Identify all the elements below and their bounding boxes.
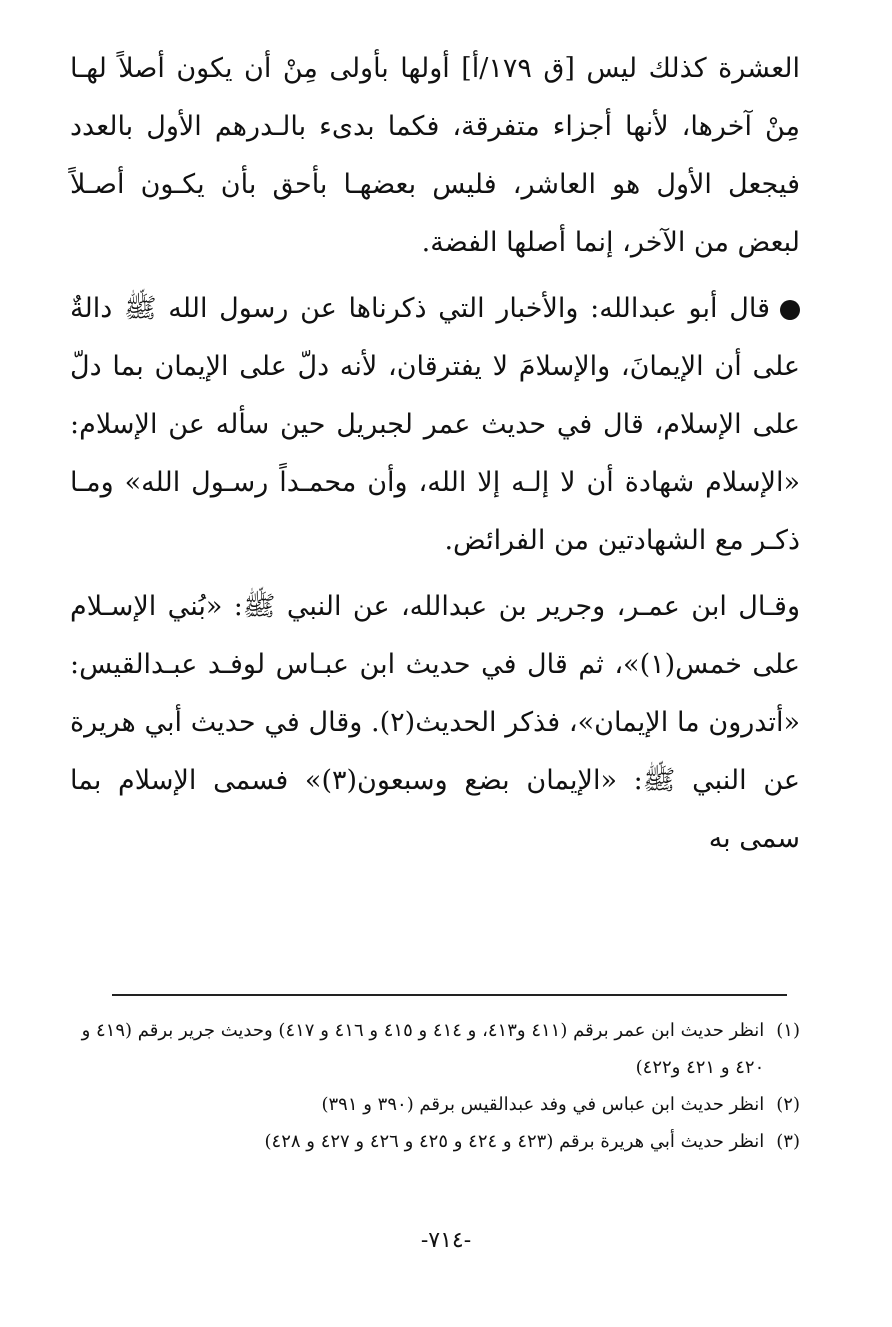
paragraph-3: وقـال ابن عمـر، وجرير بن عبدالله، عن النبي ﷺ: «بُني الإسـلام على خمس(١)»، ثم قال في حديث ابن عبـاس لوفـد عبـدالقيس: «أتدرون ما الإيمان»، فذكر الحديث(٢). وقال في حديث أبي هريرة عن النبي ﷺ: «الإيمان بضع وسبعون(٣)» فسمى الإسلام بما سمى به [70,591,801,854]
footnote-text: انظر حديث أبي هريرة برقم (٤٢٣ و ٤٢٤ و ٤٢٥ و ٤٢٦ و ٤٢٧ و ٤٢٨) [264,1131,765,1152]
footnote-text: انظر حديث ابن عمر برقم (٤١١ و٤١٣، و ٤١٤ و ٤١٥ و ٤١٦ و ٤١٧) وحديث جرير برقم (٤١٩ و ٤٢٠ و ٤٢١ و٤٢٢) [81,1020,765,1078]
paragraph-2-text: قال أبو عبدالله: والأخبار التي ذكرناها عن رسول الله ﷺ دالةٌ على أن الإيمانَ، والإسلامَ لا يفترقان، لأنه دلّ على الإيمان بما دلّ على الإسلام، قال في حديث عمر لجبريل حين سأله عن الإسلام: «الإسلام شهادة أن لا إلـه إلا الله، وأن محمـداً رسـول الله» ومـا ذكـر مع الشهادتين من الفرائض. [70,293,800,556]
page-body [70,40,800,868]
footnote-number: (١) [776,1020,800,1041]
footnote-1 [70,1012,800,1086]
footnote-number: (٢) [776,1094,800,1115]
footnote-divider [112,994,787,996]
paragraph-1: العشرة كذلك ليس [ق ١٧٩/أ] أولها بأولى مِنْ أن يكون أصلاً لهـا مِنْ آخرها، لأنها أجزاء متفرقة، فكما بدىء بالـدرهم الأول بالعدد فيجعل الأول هو العاشر، فليس بعضهـا بأحق بأن يكـون أصـلاً لبعض من الآخر، إنما أصلها الفضة. [70,53,800,258]
page-number: -٧١٤- [420,1228,472,1253]
footnote-text: انظر حديث ابن عباس في وفد عبدالقيس برقم (٣٩٠ و ٣٩١) [321,1094,765,1115]
main-text [70,40,800,868]
paragraph-2 [70,280,800,570]
footnotes [70,1012,800,1160]
footnote-2 [70,1086,800,1123]
footnote-3 [70,1123,800,1160]
bullet-icon [780,300,800,320]
footnote-number: (٣) [776,1131,800,1152]
